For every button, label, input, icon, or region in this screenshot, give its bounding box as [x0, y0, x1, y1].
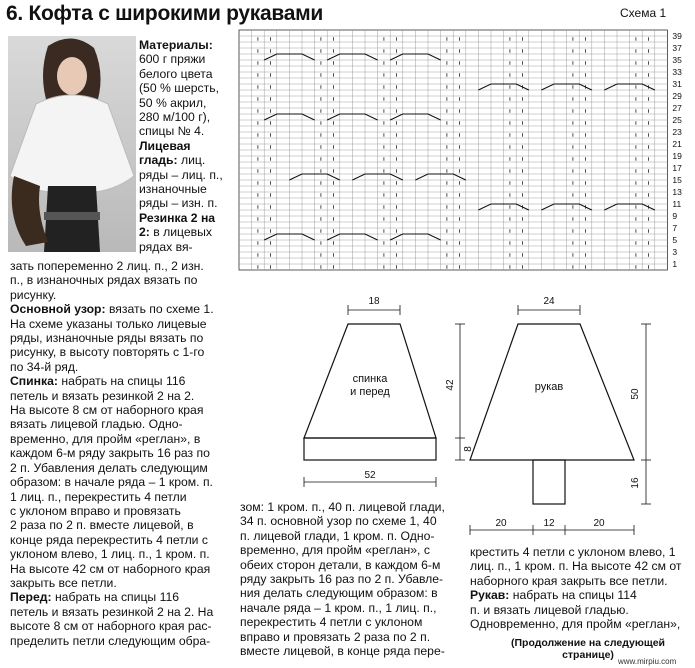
line-text: перекрестить 4 петли с уклоном: [240, 615, 423, 630]
text-line: [10, 403, 231, 417]
line-text: спицы № 4.: [139, 124, 205, 139]
text-line: [10, 273, 231, 287]
line-text: по 34-й ряд.: [10, 359, 79, 374]
chart-row-number: 15: [672, 175, 682, 185]
bold-term: Лицевая: [139, 138, 191, 153]
line-text: 2 п. Убавления делать следующим: [10, 460, 208, 475]
chart-row-number: 7: [672, 223, 678, 233]
chart-row-number: 9: [672, 211, 678, 221]
text-line: [240, 543, 455, 557]
back-label-2: и перед: [350, 386, 390, 398]
line-text: закрыть все петли.: [10, 575, 117, 590]
sleeve-left-dim: 20: [495, 518, 507, 529]
line-text: в лицевых: [149, 225, 212, 240]
text-line: [139, 81, 231, 95]
bold-term: Резинка 2 на: [139, 210, 216, 225]
bold-term: Материалы:: [139, 38, 213, 52]
text-line: [240, 615, 455, 629]
chart-row-number: 13: [672, 187, 682, 197]
continue-note-line-1: (Продолжение на следующей: [511, 637, 665, 649]
text-line: [10, 374, 231, 388]
line-text: (50 % шерсть,: [139, 81, 219, 96]
bold-term: 2:: [139, 225, 150, 240]
line-text: На высоте 42 см от наборного края: [10, 561, 211, 576]
line-text: временно, для пройм «реглан», с: [240, 543, 430, 558]
line-text: вместе лицевой, в конце ряда пере-: [240, 644, 445, 659]
chart-row-number: 35: [672, 55, 682, 65]
chart-row-number: 31: [672, 79, 682, 89]
bold-term: Рукав:: [470, 588, 510, 603]
line-text: белого цвета: [139, 66, 213, 81]
line-text: рядах вя-: [139, 239, 193, 254]
line-text: набрать на спицы 114: [509, 588, 637, 603]
line-text: набрать на спицы 116: [57, 374, 186, 389]
line-text: 600 г пряжи: [139, 52, 206, 67]
right-text-column: [470, 545, 690, 631]
bold-term: гладь:: [139, 153, 178, 168]
line-text: пределить петли следующим обра-: [10, 633, 211, 648]
back-label-1: спинка: [352, 373, 388, 385]
line-text: уклоном влево, 1 лиц. п., 1 кром. п.: [10, 547, 210, 562]
text-line: [139, 110, 231, 124]
line-text: рисунку.: [10, 287, 57, 302]
line-text: ряды – лиц. п.,: [139, 167, 223, 182]
text-line: [470, 617, 690, 631]
chart-row-number: 3: [672, 247, 678, 257]
text-line: [139, 124, 231, 138]
line-text: зать попеременно 2 лиц. п., 2 изн.: [10, 259, 204, 273]
line-text: 280 м/100 г),: [139, 110, 211, 125]
line-text: наборного края закрыть все петли.: [470, 573, 668, 588]
line-text: временно, для пройм «реглан», в: [10, 431, 201, 446]
text-line: [139, 182, 231, 196]
back-height-dim: 42: [445, 379, 456, 391]
text-line: [139, 153, 231, 167]
line-text: 1 лиц. п., перекрестить 4 петли: [10, 489, 187, 504]
text-line: [10, 288, 231, 302]
left-text-column: [10, 259, 231, 648]
sleeve-mid-dim: 12: [543, 518, 555, 529]
text-line: [10, 389, 231, 403]
sleeve-height-dim: 50: [630, 388, 641, 400]
line-text: конце ряда перекрестить 4 петли с: [10, 532, 208, 547]
text-line: [10, 259, 231, 273]
continue-note-line-2: странице): [562, 649, 614, 661]
text-line: [139, 96, 231, 110]
line-text: вязать по схеме 1.: [105, 302, 214, 317]
line-text: На высоте 8 см от наборного края: [10, 403, 204, 418]
chart-row-number: 19: [672, 151, 682, 161]
line-text: лиц. п., 1 кром. п. На высоте 42 см от: [470, 559, 682, 574]
back-top-dim: 18: [368, 296, 380, 307]
chart-row-number: 1: [672, 259, 678, 269]
sleeve-tab-dim: 16: [630, 477, 641, 489]
line-text: Одновременно, для пройм «реглан»,: [470, 617, 681, 632]
chart-row-number: 25: [672, 115, 682, 125]
line-text: вязать лицевой гладью. Одно-: [10, 417, 183, 432]
scheme-label: Схема 1: [620, 6, 667, 20]
text-line: [139, 225, 231, 239]
text-line: [470, 574, 690, 588]
text-line: [470, 545, 690, 559]
text-line: [240, 630, 455, 644]
pattern-diagram: [238, 290, 658, 540]
text-line: [470, 559, 690, 573]
watermark: www.mirpiu.com: [618, 657, 677, 666]
text-line: [10, 345, 231, 359]
text-line: [240, 644, 455, 658]
line-text: с уклоном вправо и провязать: [10, 503, 181, 518]
sleeve-tab-outline: [533, 460, 565, 504]
materials-column: [139, 38, 231, 254]
line-text: 50 % акрил,: [139, 95, 207, 110]
chart-row-number: 5: [672, 235, 678, 245]
line-text: п. лицевой глади, 1 кром. п. Одно-: [240, 528, 435, 543]
model-photo: [8, 36, 136, 252]
page-title: 6. Кофта с широкими рукавами: [6, 2, 323, 25]
line-text: изнаночные: [139, 182, 207, 197]
text-line: [10, 547, 231, 561]
line-text: 34 п. основной узор по схеме 1, 40: [240, 514, 437, 529]
text-line: [10, 331, 231, 345]
text-line: [10, 590, 231, 604]
line-text: крестить 4 петли с уклоном влево, 1: [470, 545, 676, 559]
text-line: [10, 619, 231, 633]
chart-row-number: 39: [672, 31, 682, 41]
line-text: На схеме указаны только лицевые: [10, 316, 207, 331]
line-text: начале ряда – 1 кром. п., 1 лиц. п.,: [240, 600, 437, 615]
chart-row-number: 27: [672, 103, 682, 113]
text-line: [139, 240, 231, 254]
text-line: [10, 504, 231, 518]
back-rib-dim: 8: [463, 446, 474, 452]
text-line: [240, 558, 455, 572]
chart-row-number: 37: [672, 43, 682, 53]
text-line: [10, 417, 231, 431]
sleeve-right-dim: 20: [593, 518, 605, 529]
text-line: [10, 446, 231, 460]
line-text: ряду закрыть 16 раз по 2 п. Убавле-: [240, 572, 444, 587]
bold-term: Спинка:: [10, 374, 58, 389]
text-line: [139, 67, 231, 81]
text-line: [139, 196, 231, 210]
line-text: лиц.: [177, 153, 206, 168]
text-line: [10, 533, 231, 547]
bold-term: Основной узор:: [10, 302, 106, 317]
line-text: рисунку, в высоту повторять с 1-го: [10, 345, 205, 360]
text-line: [10, 576, 231, 590]
text-line: [10, 518, 231, 532]
text-line: [10, 475, 231, 489]
text-line: [139, 52, 231, 66]
text-line: [10, 317, 231, 331]
text-line: [240, 572, 455, 586]
back-width-dim: 52: [364, 470, 376, 481]
line-text: п., в изнаночных рядах вязать по: [10, 273, 198, 288]
text-line: [139, 139, 231, 153]
sleeve-label: рукав: [534, 381, 564, 393]
text-line: [139, 168, 231, 182]
line-text: вправо и провязать 2 раза по 2 п.: [240, 629, 431, 644]
line-text: п. и вязать лицевой гладью.: [470, 602, 629, 617]
line-text: каждом 6-м ряду закрыть 16 раз по: [10, 446, 210, 461]
text-line: [139, 38, 231, 52]
chart-row-number: 17: [672, 163, 682, 173]
line-text: ния делать следующим образом: в: [240, 586, 438, 601]
line-text: образом: в начале ряда – 1 кром. п.: [10, 475, 213, 490]
line-text: петель и вязать резинкой 2 на 2.: [10, 388, 195, 403]
bold-term: Перед:: [10, 590, 52, 605]
text-line: [10, 634, 231, 648]
line-text: обеих сторон детали, в каждом 6-м: [240, 557, 441, 572]
chart-row-number: 11: [672, 199, 682, 209]
text-line: [10, 432, 231, 446]
knitting-chart: [238, 28, 690, 273]
line-text: зом: 1 кром. п., 40 п. лицевой глади,: [240, 500, 445, 514]
back-rib-outline: [304, 438, 436, 460]
text-line: [240, 586, 455, 600]
text-line: [10, 461, 231, 475]
text-line: [139, 211, 231, 225]
chart-row-number: 23: [672, 127, 682, 137]
model-photo-drawing: [8, 36, 136, 252]
text-line: [470, 603, 690, 617]
chart-row-number: 21: [672, 139, 682, 149]
chart-row-number: 33: [672, 67, 682, 77]
line-text: 2 раза по 2 п. вместе лицевой, в: [10, 518, 194, 533]
line-text: высоте 8 см от наборного края рас-: [10, 619, 212, 634]
text-line: [10, 562, 231, 576]
text-line: [240, 601, 455, 615]
line-text: ряды, изнаночные ряды вязать по: [10, 331, 204, 346]
text-line: [10, 302, 231, 316]
text-line: [470, 588, 690, 602]
line-text: набрать на спицы 116: [51, 590, 179, 605]
text-line: [10, 490, 231, 504]
chart-row-number: 29: [672, 91, 682, 101]
text-line: [10, 360, 231, 374]
line-text: ряды – изн. п.: [139, 196, 218, 211]
text-line: [10, 605, 231, 619]
sleeve-top-dim: 24: [543, 296, 555, 307]
line-text: петель и вязать резинкой 2 на 2. На: [10, 604, 214, 619]
